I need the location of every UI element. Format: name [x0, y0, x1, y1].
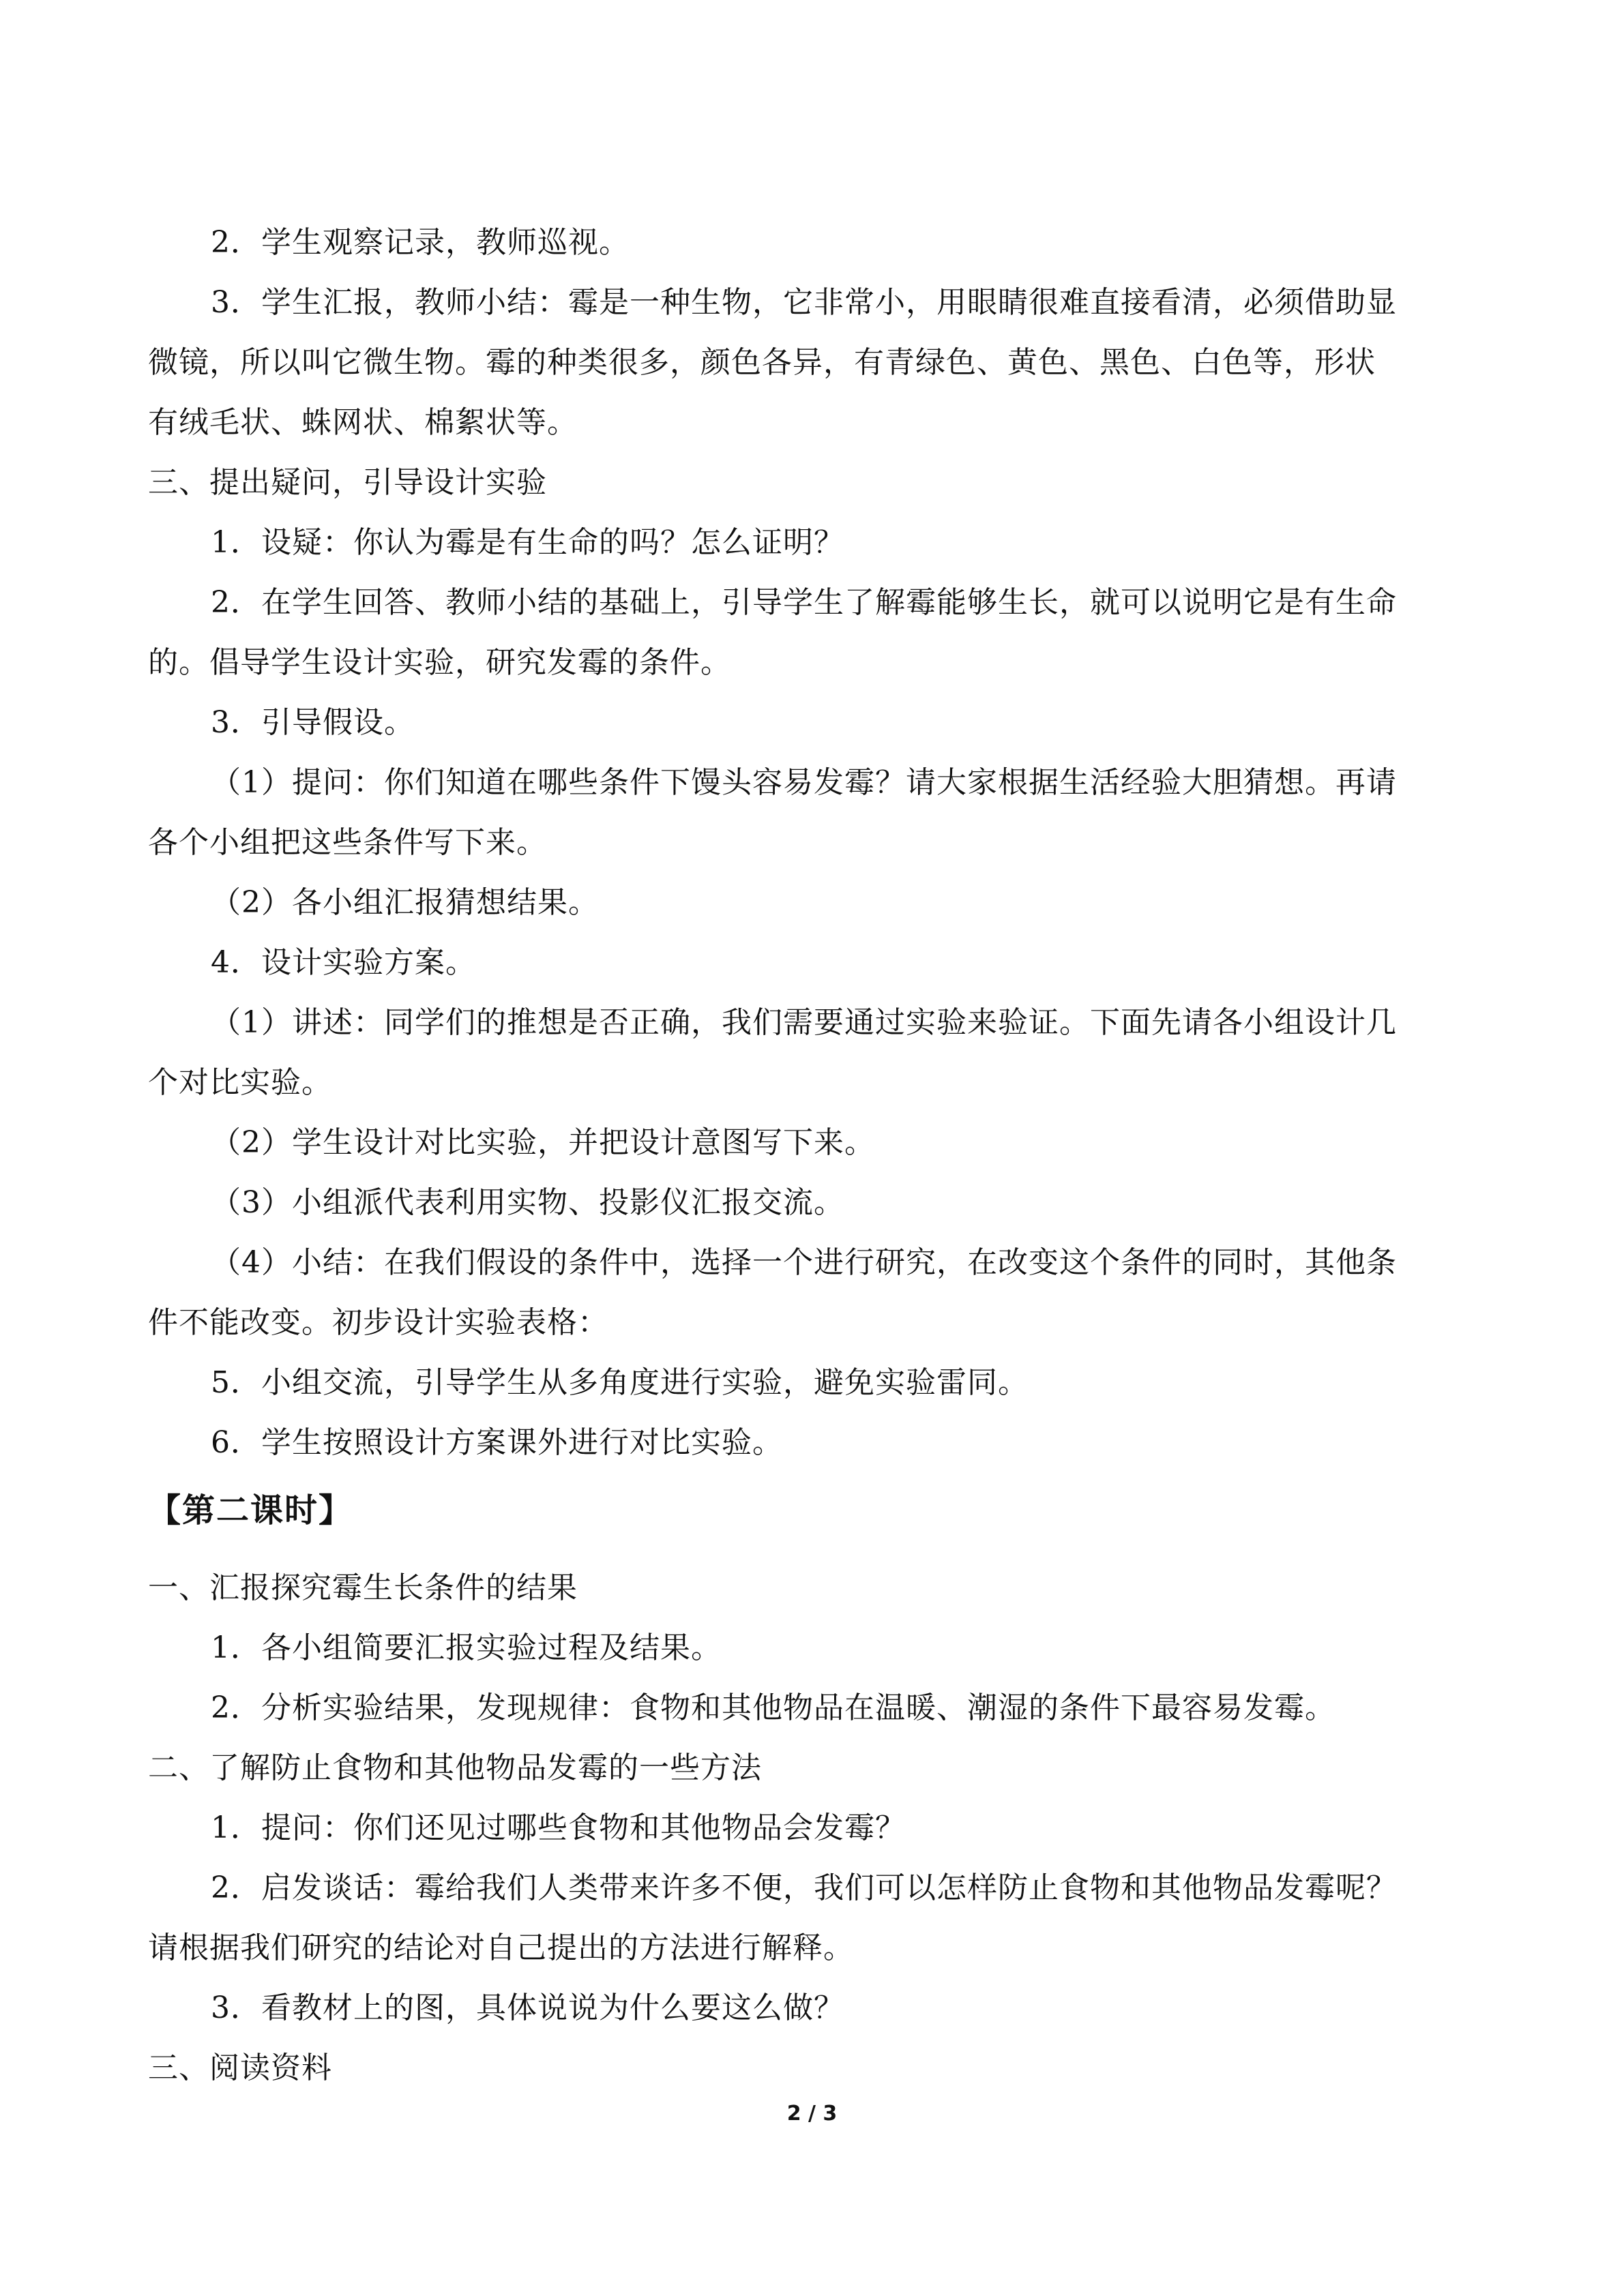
section-title: 二、了解防止食物和其他物品发霉的一些方法 — [148, 1750, 762, 1785]
paragraph-line: （2）各小组汇报猜想结果。 — [211, 885, 599, 920]
paragraph-line: 5．小组交流，引导学生从多角度进行实验，避免实验雷同。 — [211, 1365, 1029, 1400]
paragraph-line: 个对比实验。 — [148, 1065, 332, 1100]
paragraph-line: 4．设计实验方案。 — [211, 945, 476, 980]
paragraph-line: 2．学生观察记录，教师巡视。 — [211, 225, 630, 260]
document-body — [148, 213, 1478, 2098]
paragraph-line: 的。倡导学生设计实验，研究发霉的条件。 — [148, 645, 731, 680]
paragraph-line: 1．提问：你们还见过哪些食物和其他物品会发霉？ — [211, 1810, 906, 1845]
page-number: 2 / 3 — [786, 2102, 838, 2126]
paragraph-line: 有绒毛状、蛛网状、棉絮状等。 — [148, 405, 578, 440]
paragraph-line: 2．启发谈话：霉给我们人类带来许多不便，我们可以怎样防止食物和其他物品发霉呢？ — [211, 1870, 1397, 1905]
paragraph-line: （4）小结：在我们假设的条件中，选择一个进行研究，在改变这个条件的同时，其他条 — [211, 1245, 1397, 1280]
paragraph-line: 3．看教材上的图，具体说说为什么要这么做？ — [211, 1991, 844, 2025]
paragraph-line: （1）提问：你们知道在哪些条件下馒头容易发霉？请大家根据生活经验大胆猜想。再请 — [211, 765, 1397, 800]
paragraph-line: 各个小组把这些条件写下来。 — [148, 825, 547, 860]
paragraph-line: （2）学生设计对比实验，并把设计意图写下来。 — [211, 1125, 875, 1160]
paragraph-line: 1．各小组简要汇报实验过程及结果。 — [211, 1630, 722, 1665]
paragraph-line: （3）小组派代表利用实物、投影仪汇报交流。 — [211, 1185, 844, 1220]
paragraph-line: 请根据我们研究的结论对自己提出的方法进行解释。 — [148, 1930, 854, 1965]
paragraph-line: 3．引导假设。 — [211, 705, 415, 740]
section-title: 一、汇报探究霉生长条件的结果 — [148, 1570, 578, 1605]
paragraph-line: 3．学生汇报，教师小结：霉是一种生物，它非常小，用眼睛很难直接看清，必须借助显 — [211, 285, 1397, 320]
paragraph-line: 6．学生按照设计方案课外进行对比实验。 — [211, 1425, 783, 1460]
section-title: 三、提出疑问，引导设计实验 — [148, 465, 547, 500]
paragraph-line: 1．设疑：你认为霉是有生命的吗？怎么证明？ — [211, 525, 844, 560]
section-title: 三、阅读资料 — [148, 2051, 332, 2085]
lesson-heading: 【第二课时】 — [148, 1491, 353, 1530]
paragraph-line: 微镜，所以叫它微生物。霉的种类很多，颜色各异，有青绿色、黄色、黑色、白色等，形状 — [148, 345, 1376, 380]
paragraph-line: （1）讲述：同学们的推想是否正确，我们需要通过实验来验证。下面先请各小组设计几 — [211, 1005, 1397, 1040]
paragraph-line: 2．在学生回答、教师小结的基础上，引导学生了解霉能够生长，就可以说明它是有生命 — [211, 585, 1397, 620]
paragraph-line: 2．分析实验结果，发现规律：食物和其他物品在温暖、潮湿的条件下最容易发霉。 — [211, 1690, 1335, 1725]
paragraph-line: 件不能改变。初步设计实验表格： — [148, 1305, 608, 1340]
